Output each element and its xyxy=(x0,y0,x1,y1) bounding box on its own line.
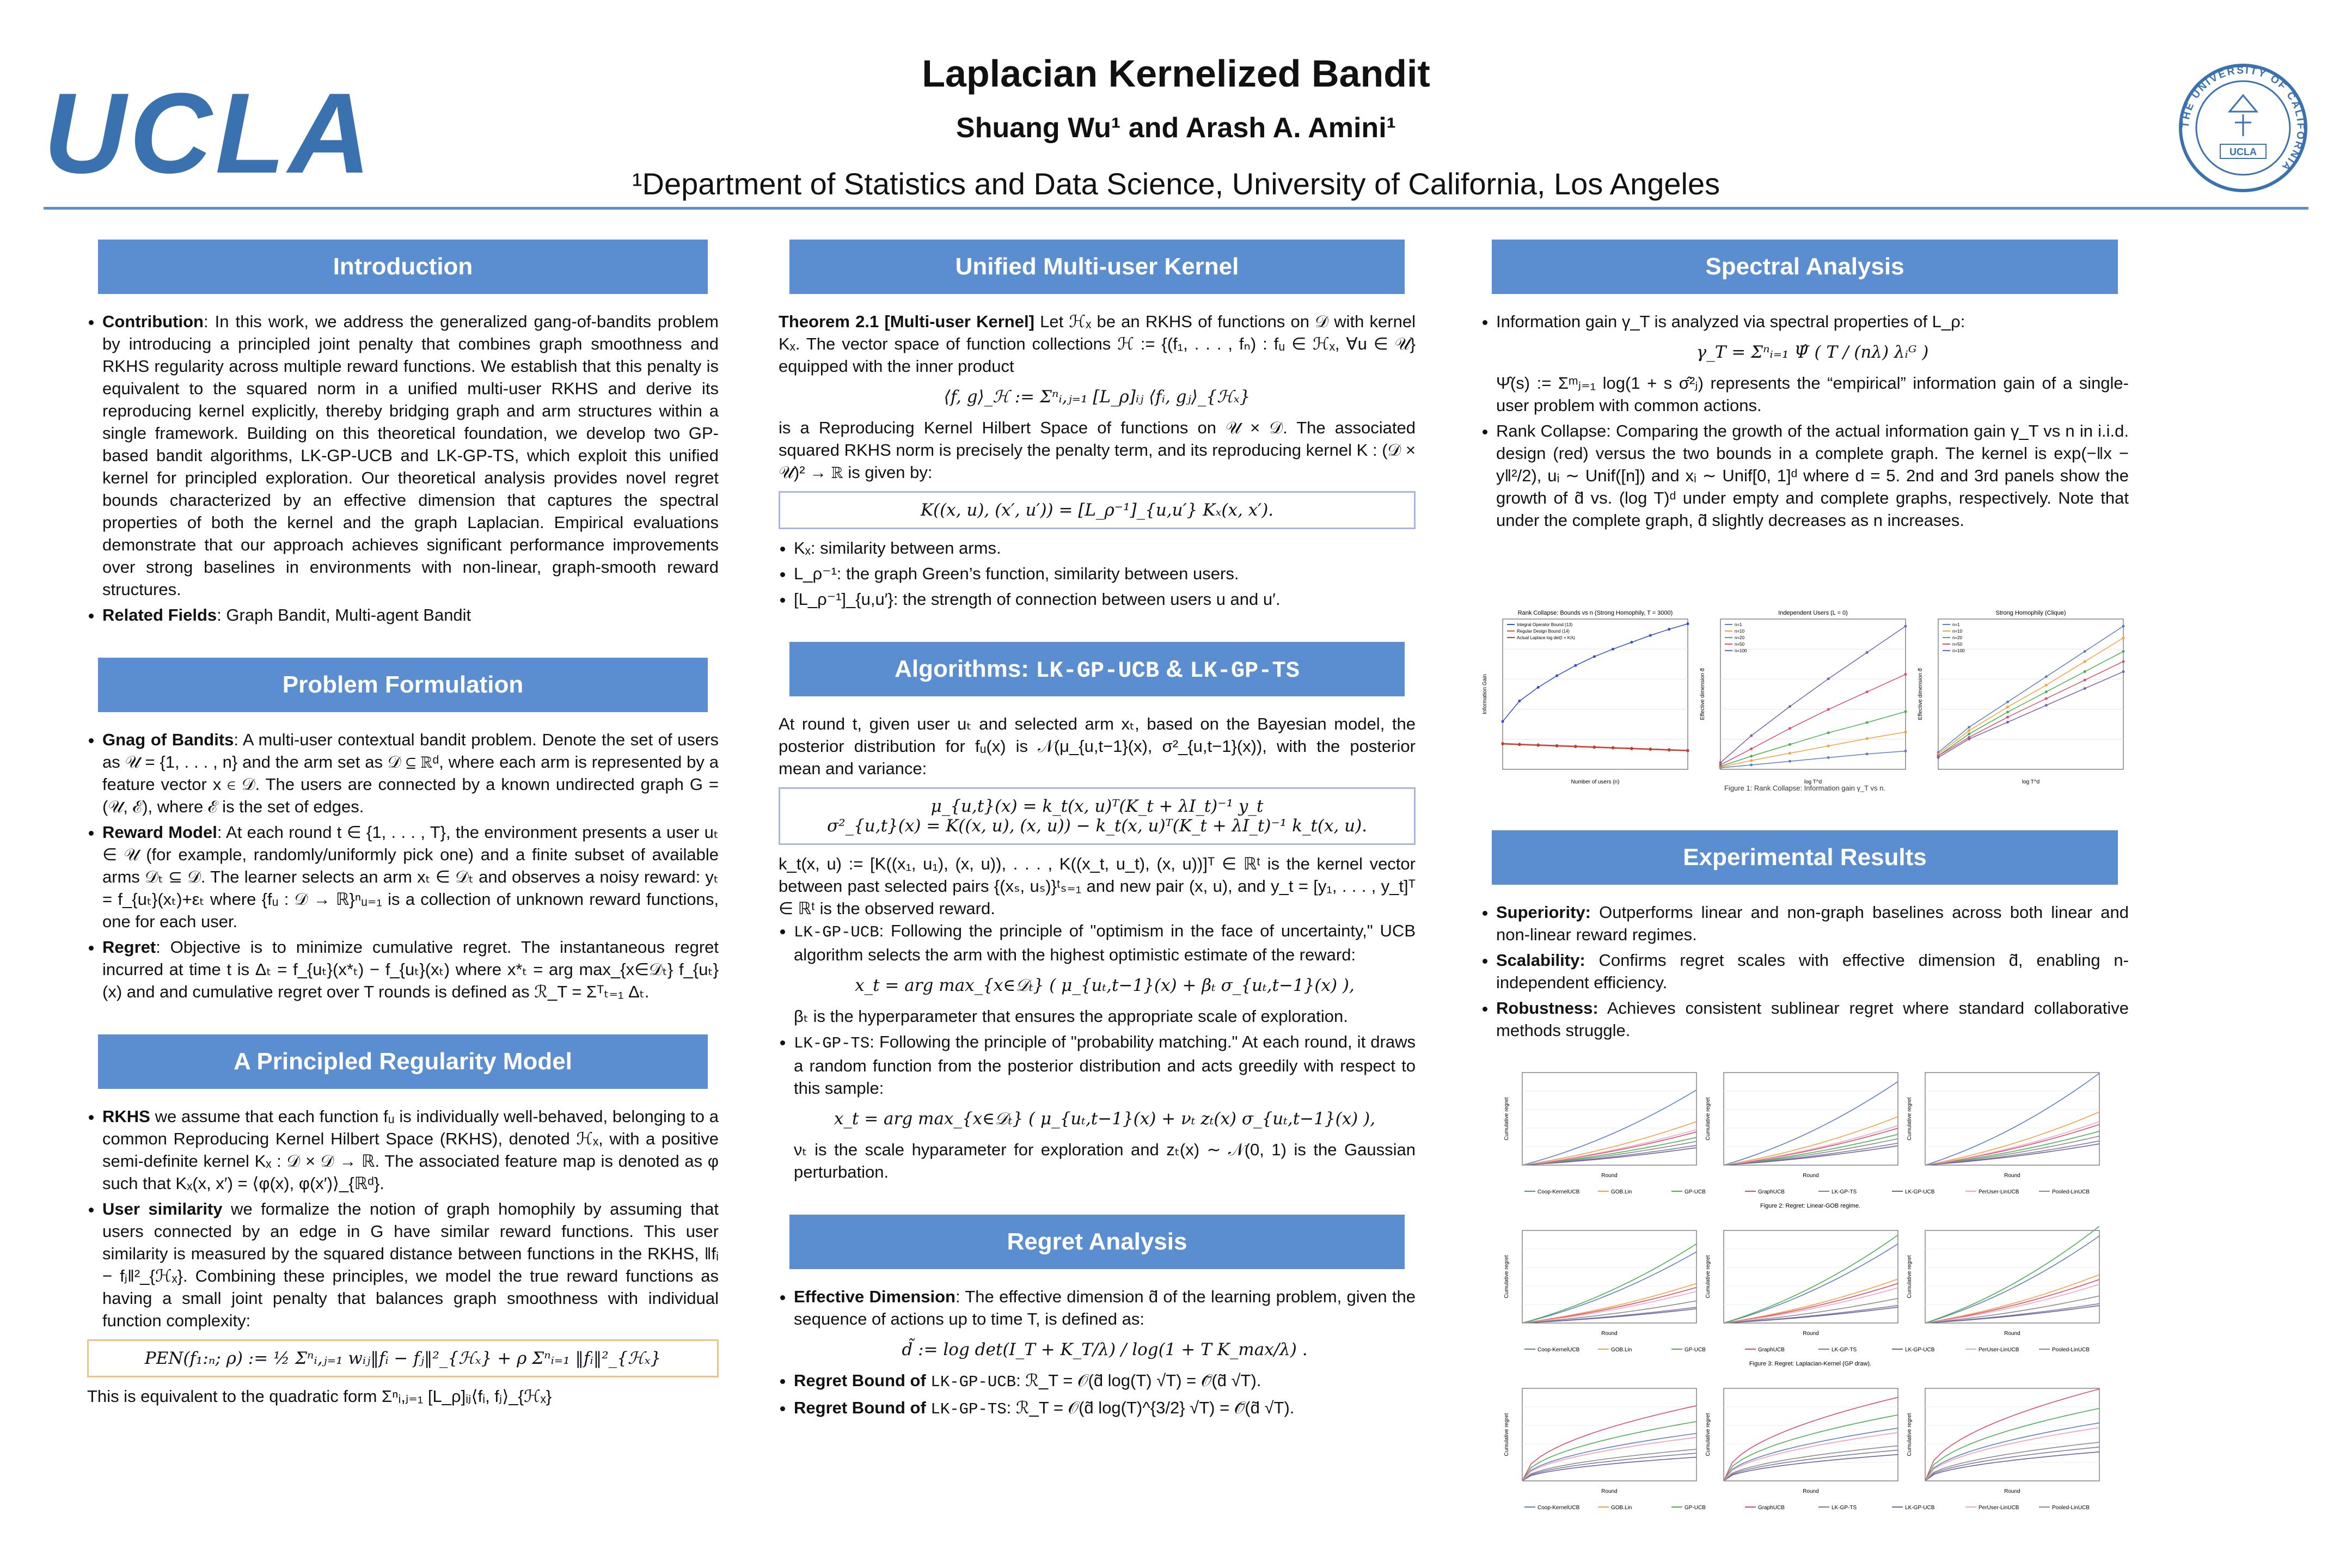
data-point xyxy=(1788,727,1791,730)
problem-reward: • Reward Model: At each round t ∈ {1, . . . , T}, the environment presents a user uₜ ∈ 𝒰 (for example, randomly/uniformly pick one) and a finite subset of available arms 𝒟ₜ ⊆ 𝒟. The learner selects an arm xₜ ∈ 𝒟ₜ and observes a noisy reward: yₜ = f_{uₜ}(xₜ)+εₜ where {fᵤ : 𝒟 → ℝ}ⁿᵤ₌₁ is a collection of unknown reward functions, one for each user. xyxy=(102,821,719,933)
problem-gnag: • Gnag of Bandits: A multi-user contextual bandit problem. Denote the set of users as 𝒰 = {1, . . . , n} and the arm set as 𝒟 ⊆ ℝᵈ, where each arm is represented by a feature vector x ∈ 𝒟. The users are connected by a known undirected graph G = (𝒰, ℰ), where ℰ is the set of edges. xyxy=(102,728,719,818)
data-point xyxy=(2045,675,2048,678)
legend-label: n=20 xyxy=(1735,635,1745,640)
x-axis-label: Round xyxy=(2004,1489,2020,1494)
x-axis-label: Number of users (n) xyxy=(1571,779,1620,785)
data-point xyxy=(1518,743,1521,746)
legend-label: GP-UCB xyxy=(1685,1505,1706,1511)
data-point xyxy=(1750,734,1753,737)
mean-equation: μ_{u,t}(x) = k_t(x, u)ᵀ(K_t + λI_t)⁻¹ y_t xyxy=(930,797,1264,816)
data-point xyxy=(1649,748,1652,751)
x-axis-label: Round xyxy=(1601,1173,1618,1179)
data-point xyxy=(1827,745,1830,748)
legend-label: PerUser-LinUCB xyxy=(1979,1189,2019,1195)
y-axis-label: Cumulative regret xyxy=(1907,1255,1913,1298)
legend-label: GraphUCB xyxy=(1758,1347,1785,1353)
data-point xyxy=(1668,749,1670,751)
y-axis-label: Cumulative regret xyxy=(1705,1255,1711,1298)
legend-label: GOB.Lin xyxy=(1611,1505,1632,1511)
data-point xyxy=(1502,720,1504,723)
legend-label: GOB.Lin xyxy=(1611,1347,1632,1353)
ucb-equation: x_t = arg max_{x∈𝒟ₜ} ( μ_{uₜ,t−1}(x) + βₜ σ_{uₜ,t−1}(x) ), xyxy=(855,976,1355,995)
data-point xyxy=(1502,743,1504,745)
legend-label: Pooled-LinUCB xyxy=(2052,1347,2090,1353)
ts-after-text: νₜ is the scale hyparameter for exploration and zₜ(x) ∼ 𝒩(0, 1) is the Gaussian perturbation. xyxy=(794,1140,1416,1181)
regularity-similarity: • User similarity we formalize the notion of graph homophily by assuming that users connected by an edge in G have similar reward functions. This user similarity is measured by the squared distance between functions in the RKHS, ‖fᵢ − fⱼ‖²_{ℋₓ}. Combining these principles, we model the true reward functions as having a small joint penalty that balances graph smoothness with individual function complexity: xyxy=(102,1198,719,1332)
theorem-text-2: is a Reproducing Kernel Hilbert Space of functions on 𝒰 × 𝒟. The associated squared RKHS norm is precisely the penalty term, and its reproducing kernel K : (𝒟 × 𝒰)² → ℝ is given by: xyxy=(779,418,1416,482)
column-1 xyxy=(87,240,719,1407)
ts-equation: x_t = arg max_{x∈𝒟ₜ} ( μ_{uₜ,t−1}(x) + νₜ zₜ(x) σ_{uₜ,t−1}(x) ), xyxy=(834,1109,1376,1129)
data-point xyxy=(1904,625,1907,628)
regret-panel xyxy=(1907,1388,2099,1494)
data-point xyxy=(1968,738,1970,740)
data-point xyxy=(1788,705,1791,708)
ucb-regret-bound: • Regret Bound of LK-GP-UCB: ℛ_T = 𝒪(d̃ log(T) √T) = 𝒪̃(d̃ √T). xyxy=(794,1369,1416,1393)
plot-area xyxy=(1925,1388,2099,1481)
x-axis-label: Round xyxy=(1803,1173,1819,1179)
x-axis-label: Round xyxy=(1803,1331,1819,1337)
data-point xyxy=(1904,750,1907,752)
legend-label: GraphUCB xyxy=(1758,1505,1785,1511)
regularity-rkhs: • RKHS we assume that each function fᵤ is individually well-behaved, belonging to a common Reproducing Kernel Hilbert Space (RKHS), denoted ℋₓ, with a positive semi-definite kernel Kₓ : 𝒟 × 𝒟 → ℝ. The associated feature map is denoted as φ such that Kₓ(x, x′) = ⟨φ(x), φ(x′)⟩_{ℝᵈ}. xyxy=(102,1105,719,1195)
column-2 xyxy=(779,240,1416,1425)
legend-label: Coop-KernelUCB xyxy=(1538,1505,1580,1511)
legend-label: GP-UCB xyxy=(1685,1189,1706,1195)
data-point xyxy=(1612,648,1614,651)
theorem-text: Theorem 2.1 [Multi-user Kernel] Let ℋₓ be an RKHS of functions on 𝒟 with kernel Kₓ. The vector space of function collections ℋ := {(f₁, . . . , fₙ) : fᵤ ∈ ℋₓ, ∀u ∈ 𝒰} equipped with the inner product xyxy=(779,312,1416,376)
data-point xyxy=(2084,687,2086,690)
data-point xyxy=(1788,752,1791,755)
data-point xyxy=(1719,761,1722,764)
data-point xyxy=(2122,625,2125,628)
legend-label: n=10 xyxy=(1735,629,1745,634)
data-point xyxy=(2122,660,2125,663)
legend-label: LK-GP-TS xyxy=(1832,1347,1857,1353)
regret-panel xyxy=(1705,1073,1898,1179)
legend-label: Coop-KernelUCB xyxy=(1538,1189,1580,1195)
regret-panel xyxy=(1907,1073,2099,1179)
algorithms-intro: At round t, given user uₜ and selected arm xₜ, based on the Bayesian model, the posterior distribution for fᵤ(x) is 𝒩(μ_{u,t−1}(x), σ²_{u,t−1}(x)), with the posterior mean and variance: xyxy=(779,714,1416,778)
legend-label: LK-GP-UCB xyxy=(1905,1505,1935,1511)
regret-list xyxy=(779,1285,1416,1420)
data-point xyxy=(1555,745,1558,748)
data-point xyxy=(2045,704,2048,707)
poster-title: Laplacian Kernelized Bandit xyxy=(922,52,1430,95)
data-point xyxy=(1574,745,1577,748)
seal-ring-text: THE UNIVERSITY OF CALIFORNIA xyxy=(2179,64,2307,174)
gamma-equation: γ_T = Σⁿᵢ₌₁ Ψ̂ ( T / (nλ) λᵢᴳ ) xyxy=(1696,342,1929,362)
legend-label: Actual Laplace log det(I + K/λ) xyxy=(1517,635,1575,640)
data-point xyxy=(1827,731,1830,734)
chart-panel xyxy=(1918,610,2125,785)
data-point xyxy=(1687,622,1689,625)
x-axis-label: Round xyxy=(2004,1173,2020,1179)
data-point xyxy=(1866,690,1869,693)
data-point xyxy=(1750,755,1753,757)
quadratic-form-text: This is equivalent to the quadratic form Σⁿᵢ,ⱼ₌₁ [L_ρ]ᵢⱼ⟨fᵢ, fⱼ⟩_{ℋₓ} xyxy=(87,1387,552,1406)
intro-related-fields: • Related Fields: Graph Bandit, Multi-agent Bandit xyxy=(102,604,719,626)
data-point xyxy=(2122,636,2125,639)
rank-collapse: • Rank Collapse: Comparing the growth of the actual information gain γ_T vs n in i.i.d. design (red) versus the two bounds in a complete graph. The kernel is exp(−‖x − y‖²/2), uᵢ ∼ Unif([n]) and xᵢ ∼ Unif[0, 1]ᵈ where d = 5. 2nd and 3rd panels show the growth of d̃ vs. (log T)ᵈ under empty and complete graphs, respectively. Note that under the complete graph, d̃ slightly decreases as n increases. xyxy=(1496,420,2129,531)
data-point xyxy=(2006,701,2009,703)
legend-label: LK-GP-UCB xyxy=(1905,1189,1935,1195)
kernel-bullet: • [L_ρ⁻¹]_{u,u′}: the strength of connection between users u and u′. xyxy=(794,588,1416,610)
data-point xyxy=(2084,650,2086,653)
data-point xyxy=(1827,708,1830,711)
x-axis-label: Round xyxy=(1803,1489,1819,1494)
data-point xyxy=(2006,706,2009,708)
data-point xyxy=(1788,760,1791,763)
legend-label: GOB.Lin xyxy=(1611,1189,1632,1195)
y-axis-label: Effective dimension d̃ xyxy=(1918,668,1924,720)
regret-figures xyxy=(1503,1067,2118,1541)
data-point xyxy=(2006,716,2009,719)
section-heading-experiments: Experimental Results xyxy=(1492,830,2118,885)
legend-label: n=1 xyxy=(1735,622,1742,627)
data-point xyxy=(1649,634,1652,637)
data-point xyxy=(1904,710,1907,713)
data-point xyxy=(1537,686,1540,689)
legend-label: LK-GP-TS xyxy=(1832,1505,1857,1511)
information-gain: • Information gain γ_T is analyzed via spectral properties of L_ρ: γ_T = Σⁿᵢ₌₁ Ψ̂ ( T / (nλ) λᵢᴳ ) Ψ̂(s) := Σᵐⱼ₌₁ log(1 + s σ̂²ⱼ) represents the “empirical” information gain of a single-user problem with common actions. xyxy=(1496,310,2129,416)
data-point xyxy=(2045,684,2048,687)
legend-label: LK-GP-TS xyxy=(1832,1189,1857,1195)
legend-label: GP-UCB xyxy=(1685,1347,1706,1353)
ts-regret-bound: • Regret Bound of LK-GP-TS: ℛ_T = 𝒪(d̃ log(T)^{3/2} √T) = 𝒪̃(d̃ √T). xyxy=(794,1396,1416,1420)
data-point xyxy=(2006,721,2009,724)
data-point xyxy=(1630,641,1633,644)
column-3-lower xyxy=(1481,830,2129,1046)
data-point xyxy=(1968,726,1970,728)
data-point xyxy=(2045,697,2048,700)
section-heading-kernel: Unified Multi-user Kernel xyxy=(789,240,1405,294)
data-point xyxy=(1866,651,1869,654)
data-point xyxy=(2084,660,2086,663)
spectral-figure xyxy=(1481,607,2129,798)
y-axis-label: Cumulative regret xyxy=(1504,1413,1510,1456)
legend-label: n=20 xyxy=(1952,635,1963,640)
data-point xyxy=(2122,650,2125,653)
data-point xyxy=(1827,756,1830,759)
figure-caption: Figure 2: Regret: Linear-GOB regime. xyxy=(1760,1203,1861,1209)
effective-dimension: • Effective Dimension: The effective dimension d̃ of the learning problem, given the sequence of actions up to time T, is defined as: d̃ := log det(I_T + K_T/λ) / log(1 + T K_max/λ) . xyxy=(794,1285,1416,1362)
problem-regret: • Regret: Objective is to minimize cumulative regret. The instantaneous regret incurred at time t is Δₜ = f_{uₜ}(x*ₜ) − f_{uₜ}(xₜ) where x*ₜ = arg max_{x∈𝒟ₜ} f_{uₜ}(x) and and cumulative regret over T rounds is defined as ℛ_T = Σᵀₜ₌₁ Δₜ. xyxy=(102,936,719,1003)
legend-label: Pooled-LinUCB xyxy=(2052,1505,2090,1511)
chart-title: Strong Homophily (Clique) xyxy=(1995,610,2066,616)
ucb-after-text: βₜ is the hyperparameter that ensures the appropriate scale of exploration. xyxy=(794,1007,1348,1026)
legend-label: Integral Operator Bound (13) xyxy=(1517,622,1573,627)
section-heading-problem: Problem Formulation xyxy=(98,658,708,712)
data-point xyxy=(1827,677,1830,680)
header-divider xyxy=(44,207,2308,210)
superiority: • Superiority: Outperforms linear and non-graph baselines across both linear and non-linear reward regimes. xyxy=(1496,901,2129,946)
data-point xyxy=(1866,737,1869,740)
data-point xyxy=(1788,743,1791,746)
chart-panel xyxy=(1482,610,1689,785)
poster-affiliation: ¹Department of Statistics and Data Science, University of California, Los Angeles xyxy=(632,167,1720,201)
data-point xyxy=(1937,756,1940,759)
inner-product-equation: ⟨f, g⟩_ℋ := Σⁿᵢ,ⱼ₌₁ [L_ρ]ᵢⱼ ⟨fᵢ, gⱼ⟩_{ℋₓ} xyxy=(944,387,1251,407)
regret-panel xyxy=(1705,1230,1898,1337)
data-point xyxy=(1750,759,1753,762)
experiments-list xyxy=(1481,901,2129,1042)
section-heading-introduction: Introduction xyxy=(98,240,708,294)
posterior-equations xyxy=(779,787,1416,845)
legend-label: PerUser-LinUCB xyxy=(1979,1505,2019,1511)
intro-list xyxy=(87,310,719,626)
x-axis-label: Round xyxy=(1601,1489,1618,1494)
data-point xyxy=(2122,670,2125,673)
poster-authors: Shuang Wu¹ and Arash A. Amini¹ xyxy=(956,112,1396,144)
data-point xyxy=(1593,746,1596,749)
ts-description: • LK-GP-TS: Following the principle of "probability matching." At each round, it draws a random function from the posterior distribution and acts greedily with respect to this sample: x_t = arg max_{x∈𝒟ₜ} ( μ_{uₜ,t−1}(x) + νₜ zₜ(x) σ_{uₜ,t−1}(x) ), νₜ is the scale hyparameter for exploration and zₜ(x) ∼ 𝒩(0, 1) is the Gaussian perturbation. xyxy=(794,1031,1416,1183)
section-heading-regularity: A Principled Regularity Model xyxy=(98,1034,708,1089)
data-point xyxy=(1750,748,1753,750)
robustness: • Robustness: Achieves consistent sublinear regret where standard collaborative methods struggle. xyxy=(1496,997,2129,1042)
legend-label: n=50 xyxy=(1735,642,1745,647)
legend-label: Coop-KernelUCB xyxy=(1538,1347,1580,1353)
kernel-vector-text: k_t(x, u) := [K((x₁, u₁), (x, u)), . . . , K((x_t, u_t), (x, u))]ᵀ ∈ ℝᵗ is the kernel vector between past selected pairs {(xₛ, uₛ)}ᵗₛ₌₁ and new pair (x, u), and y_t = [y₁, . . . , y_t]ᵀ ∈ ℝᵗ is the observed reward. xyxy=(779,854,1416,918)
kernel-bullets xyxy=(779,537,1416,610)
spectral-list xyxy=(1481,310,2129,531)
intro-contribution: • Contribution: In this work, we address the generalized gang-of-bandits problem by introducing a principled joint penalty that combines graph smoothness and RKHS regularity across multiple reward functions. We establish that this penalty is equivalent to the squared norm in a unified multi-user RKHS and derive its reproducing kernel explicitly, thereby bridging graph and arm structures within a single framework. Building on this theoretical foundation, we develop two GP-based bandit algorithms, LK-GP-UCB and LK-GP-TS, which exploit this unified kernel for principled exploration. Our theoretical analysis provides novel regret bounds characterized by an effective dimension that captures the spectral properties of both the kernel and the graph Laplacian. Empirical evaluations demonstrate that our approach achieves significant performance improvements over strong baselines in environments with non-linear, graph-smooth reward structures. xyxy=(102,310,719,601)
section-heading-algorithms: Algorithms: LK-GP-UCB & LK-GP-TS xyxy=(789,642,1405,696)
data-point xyxy=(1630,748,1633,750)
data-point xyxy=(1866,721,1869,724)
data-point xyxy=(1750,763,1753,766)
section-heading-spectral: Spectral Analysis xyxy=(1492,240,2118,294)
kernel-bullet: • L_ρ⁻¹: the graph Green’s function, similarity between users. xyxy=(794,562,1416,585)
plot-area xyxy=(1724,1073,1898,1165)
regret-panel xyxy=(1504,1388,1696,1494)
kernel-equation: K((x, u), (x′, u′)) = [L_ρ⁻¹]_{u,u′} Kₓ(x, x′). xyxy=(779,491,1416,529)
y-axis-label: Cumulative regret xyxy=(1907,1097,1913,1141)
y-axis-label: Cumulative regret xyxy=(1504,1097,1510,1141)
variance-equation: σ²_{u,t}(x) = K((x, u), (x, u)) − k_t(x, u)ᵀ(K_t + λI_t)⁻¹ k_t(x, u). xyxy=(826,816,1368,836)
regularity-list xyxy=(87,1105,719,1332)
data-point xyxy=(2084,679,2086,682)
plot-area xyxy=(1522,1388,1696,1481)
figure-caption: Figure 3: Regret: Laplacian-Kernel (GP draw). xyxy=(1749,1361,1872,1367)
data-point xyxy=(1537,744,1540,747)
ucb-description: • LK-GP-UCB: Following the principle of "optimism in the face of uncertainty," UCB algorithm selects the arm with the highest optimistic estimate of the reward: x_t = arg max_{x∈𝒟ₜ} ( μ_{uₜ,t−1}(x) + βₜ σ_{uₜ,t−1}(x) ), βₜ is the hyperparameter that ensures the appropriate scale of exploration. xyxy=(794,920,1416,1027)
x-axis-label: Round xyxy=(1601,1331,1618,1337)
university-seal-icon xyxy=(2178,63,2308,193)
regret-panel xyxy=(1504,1230,1696,1337)
data-point xyxy=(1593,656,1596,658)
legend-label: n=100 xyxy=(1735,648,1747,653)
data-point xyxy=(1904,673,1907,676)
effective-dimension-equation: d̃ := log det(I_T + K_T/λ) / log(1 + T K_max/λ) . xyxy=(902,1340,1308,1359)
spectral-figure-caption: Figure 1: Rank Collapse: Information gain γ_T vs n. xyxy=(1724,784,1886,792)
chart-title: Rank Collapse: Bounds vs n (Strong Homophily, T = 3000) xyxy=(1517,610,1673,616)
legend-label: Regular Design Bound (14) xyxy=(1517,629,1570,634)
scalability: • Scalability: Confirms regret scales with effective dimension d̃, enabling n-independent efficiency. xyxy=(1496,949,2129,994)
legend-label: n=1 xyxy=(1952,622,1960,627)
legend-label: Pooled-LinUCB xyxy=(2052,1189,2090,1195)
data-point xyxy=(1518,700,1521,702)
y-axis-label: Cumulative regret xyxy=(1705,1097,1711,1141)
y-axis-label: Cumulative regret xyxy=(1907,1413,1913,1456)
y-axis-label: Information Gain xyxy=(1482,674,1488,714)
chart-panel xyxy=(1700,610,1907,785)
data-point xyxy=(1968,729,1970,732)
legend-label: PerUser-LinUCB xyxy=(1979,1347,2019,1353)
data-point xyxy=(1904,731,1907,733)
legend-label: GraphUCB xyxy=(1758,1189,1785,1195)
plot-area xyxy=(1720,619,1906,769)
data-point xyxy=(1968,733,1970,736)
x-axis-label: log T^d xyxy=(1804,779,1822,785)
y-axis-label: Cumulative regret xyxy=(1504,1255,1510,1298)
regret-panel xyxy=(1705,1388,1898,1494)
data-point xyxy=(2045,690,2048,693)
x-axis-label: Round xyxy=(2004,1331,2020,1337)
section-heading-regret: Regret Analysis xyxy=(789,1215,1405,1269)
legend-label: LK-GP-UCB xyxy=(1905,1347,1935,1353)
psi-text: Ψ̂(s) := Σᵐⱼ₌₁ log(1 + s σ̂²ⱼ) represents the “empirical” information gain of a single-user problem with common actions. xyxy=(1496,373,2129,415)
regret-panel xyxy=(1504,1073,1696,1179)
problem-list xyxy=(87,728,719,1003)
penalty-equation: PEN(f₁:ₙ; ρ) := ½ Σⁿᵢ,ⱼ₌₁ wᵢⱼ‖fᵢ − fⱼ‖²_{ℋₓ} + ρ Σⁿᵢ₌₁ ‖fᵢ‖²_{ℋₓ} xyxy=(87,1339,719,1377)
regret-panel xyxy=(1907,1226,2099,1337)
y-axis-label: Effective dimension d̃ xyxy=(1700,668,1706,720)
x-axis-label: log T^d xyxy=(2022,779,2040,785)
data-point xyxy=(1612,747,1614,750)
column-3 xyxy=(1481,240,2129,536)
legend-label: n=50 xyxy=(1952,642,1963,647)
data-point xyxy=(2006,710,2009,713)
seal-center-text: UCLA xyxy=(2230,146,2257,157)
data-point xyxy=(2084,670,2086,673)
kernel-bullet: • Kₓ: similarity between arms. xyxy=(794,537,1416,559)
data-point xyxy=(1574,664,1577,667)
data-point xyxy=(1687,750,1689,752)
y-axis-label: Cumulative regret xyxy=(1705,1413,1711,1456)
ucla-logo: UCLA xyxy=(44,69,375,197)
legend-label: n=100 xyxy=(1952,648,1965,653)
legend-label: n=10 xyxy=(1952,629,1963,634)
data-point xyxy=(1555,675,1558,677)
algorithm-list xyxy=(779,920,1416,1183)
data-point xyxy=(1866,752,1869,755)
chart-title: Independent Users (L = 0) xyxy=(1778,610,1848,616)
data-point xyxy=(1668,628,1670,630)
